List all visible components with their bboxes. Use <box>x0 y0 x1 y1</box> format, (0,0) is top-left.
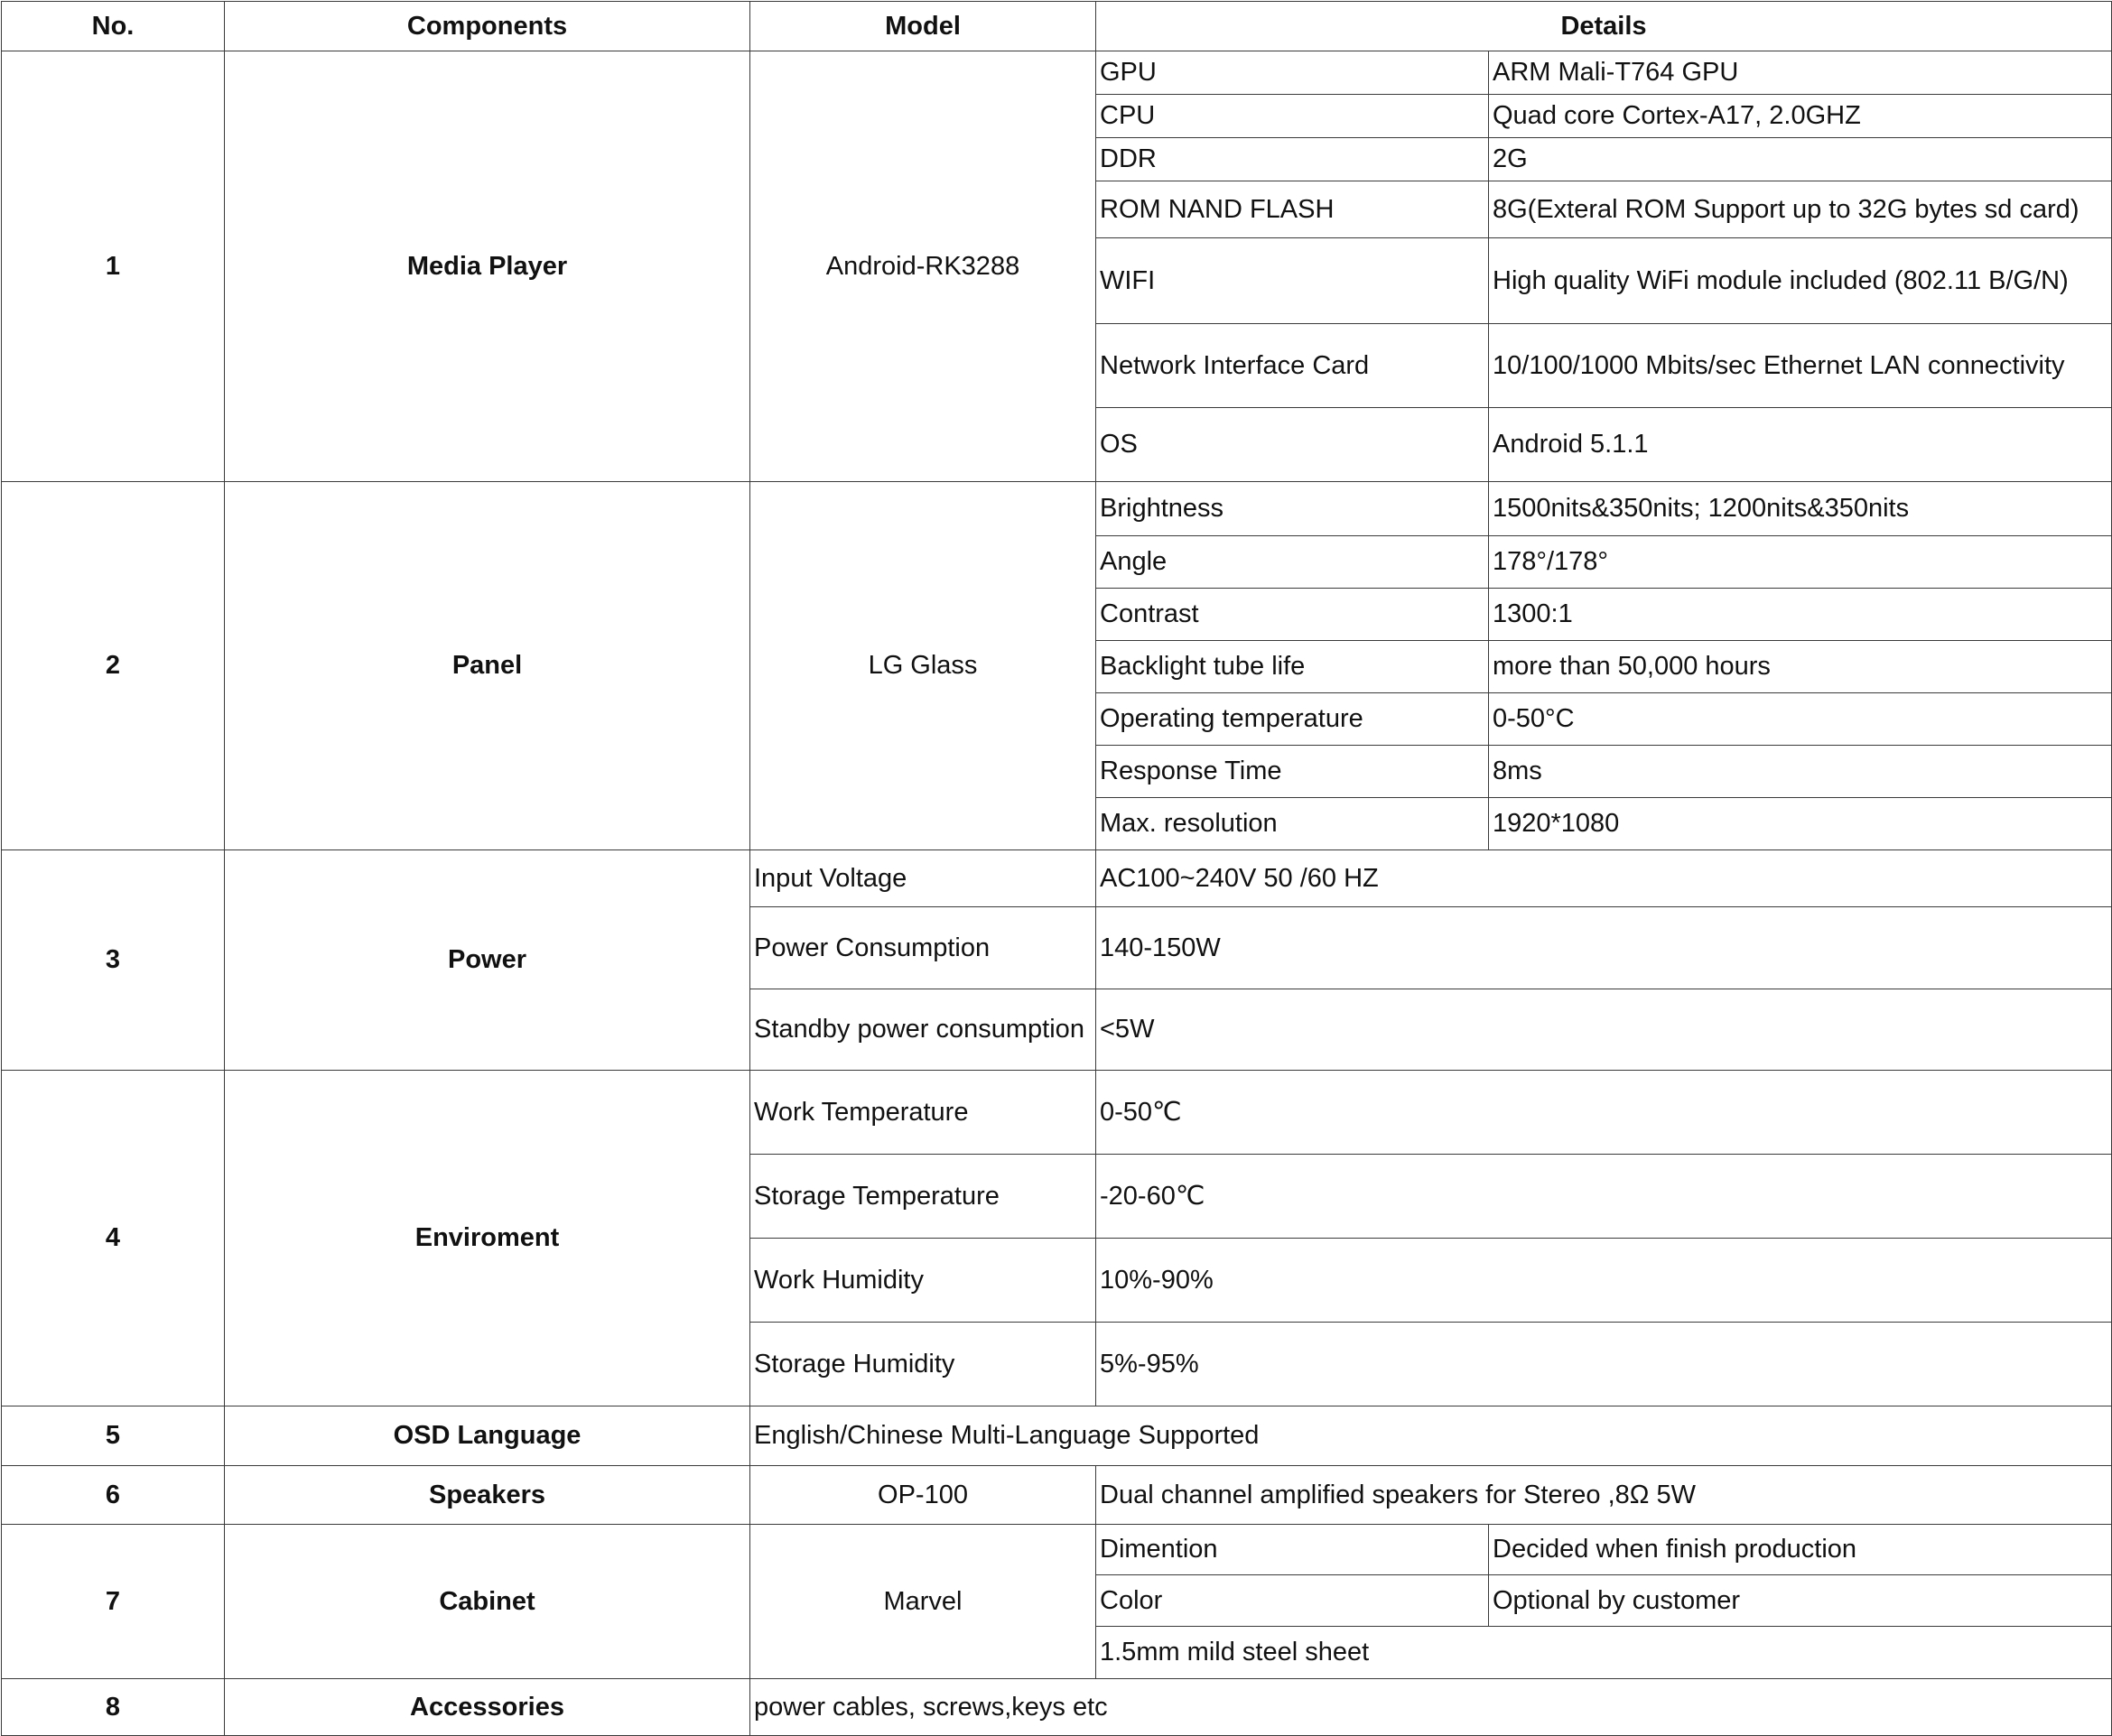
detail-label: Work Humidity <box>750 1239 1096 1323</box>
model-name: Marvel <box>750 1525 1096 1679</box>
detail-value: more than 50,000 hours <box>1489 641 2112 693</box>
detail-value: 5%-95% <box>1096 1323 2112 1406</box>
detail-value: Optional by customer <box>1489 1575 2112 1627</box>
detail-value: 140-150W <box>1096 907 2112 989</box>
detail-label: Brightness <box>1096 482 1489 536</box>
detail-value: AC100~240V 50 /60 HZ <box>1096 850 2112 907</box>
header-row <box>2 2 2112 51</box>
table-row <box>2 1071 2112 1155</box>
detail-value: 0-50℃ <box>1096 1071 2112 1155</box>
row-number: 4 <box>2 1071 225 1406</box>
component-name: Accessories <box>225 1679 750 1736</box>
detail-value: Android 5.1.1 <box>1489 408 2112 482</box>
model-name: Android-RK3288 <box>750 51 1096 482</box>
detail-label: ROM NAND FLASH <box>1096 181 1489 238</box>
model-name: LG Glass <box>750 482 1096 850</box>
component-name: Enviroment <box>225 1071 750 1406</box>
table-row <box>2 1406 2112 1466</box>
detail-value: English/Chinese Multi-Language Supported <box>750 1406 2112 1466</box>
detail-label: Input Voltage <box>750 850 1096 907</box>
table-row <box>2 850 2112 907</box>
component-name: Media Player <box>225 51 750 482</box>
row-number: 6 <box>2 1466 225 1525</box>
detail-label: DDR <box>1096 138 1489 181</box>
detail-label: Backlight tube life <box>1096 641 1489 693</box>
detail-label: Response Time <box>1096 746 1489 798</box>
detail-value: 1920*1080 <box>1489 798 2112 850</box>
detail-value: High quality WiFi module included (802.11 B/G/N) <box>1489 238 2112 324</box>
header-components: Components <box>225 2 750 51</box>
detail-value: Decided when finish production <box>1489 1525 2112 1575</box>
detail-value: 2G <box>1489 138 2112 181</box>
detail-value: 10/100/1000 Mbits/sec Ethernet LAN connectivity <box>1489 324 2112 408</box>
detail-value: 10%-90% <box>1096 1239 2112 1323</box>
detail-label: CPU <box>1096 95 1489 138</box>
table-row <box>2 1525 2112 1575</box>
detail-value: 0-50°C <box>1489 693 2112 746</box>
detail-label: Standby power consumption <box>750 989 1096 1071</box>
detail-value: -20-60℃ <box>1096 1155 2112 1239</box>
row-number: 7 <box>2 1525 225 1679</box>
detail-label: Work Temperature <box>750 1071 1096 1155</box>
detail-value: Quad core Cortex-A17, 2.0GHZ <box>1489 95 2112 138</box>
detail-label: Angle <box>1096 536 1489 589</box>
detail-value: ARM Mali-T764 GPU <box>1489 51 2112 95</box>
detail-value: <5W <box>1096 989 2112 1071</box>
detail-label: GPU <box>1096 51 1489 95</box>
row-number: 8 <box>2 1679 225 1736</box>
component-name: Power <box>225 850 750 1071</box>
spec-table <box>1 1 2112 1736</box>
detail-label: Dimention <box>1096 1525 1489 1575</box>
row-number: 2 <box>2 482 225 850</box>
detail-value: power cables, screws,keys etc <box>750 1679 2112 1736</box>
detail-label: Storage Temperature <box>750 1155 1096 1239</box>
detail-label: Power Consumption <box>750 907 1096 989</box>
detail-label: Storage Humidity <box>750 1323 1096 1406</box>
detail-value: 8ms <box>1489 746 2112 798</box>
detail-label: Max. resolution <box>1096 798 1489 850</box>
detail-label: WIFI <box>1096 238 1489 324</box>
detail-value: 178°/178° <box>1489 536 2112 589</box>
table-row <box>2 1679 2112 1736</box>
header-details: Details <box>1096 2 2112 51</box>
detail-label: Contrast <box>1096 589 1489 641</box>
table-row <box>2 482 2112 536</box>
table-row <box>2 51 2112 95</box>
header-no: No. <box>2 2 225 51</box>
detail-label: OS <box>1096 408 1489 482</box>
detail-value: Dual channel amplified speakers for Stereo ,8Ω 5W <box>1096 1466 2112 1525</box>
detail-value: 1500nits&350nits; 1200nits&350nits <box>1489 482 2112 536</box>
table-row <box>2 1466 2112 1525</box>
detail-note: 1.5mm mild steel sheet <box>1096 1627 2112 1679</box>
header-model: Model <box>750 2 1096 51</box>
model-name: OP-100 <box>750 1466 1096 1525</box>
component-name: Speakers <box>225 1466 750 1525</box>
component-name: Cabinet <box>225 1525 750 1679</box>
detail-value: 8G(Exteral ROM Support up to 32G bytes sd card) <box>1489 181 2112 238</box>
detail-value: 1300:1 <box>1489 589 2112 641</box>
detail-label: Color <box>1096 1575 1489 1627</box>
detail-label: Operating temperature <box>1096 693 1489 746</box>
row-number: 5 <box>2 1406 225 1466</box>
row-number: 3 <box>2 850 225 1071</box>
component-name: OSD Language <box>225 1406 750 1466</box>
row-number: 1 <box>2 51 225 482</box>
component-name: Panel <box>225 482 750 850</box>
detail-label: Network Interface Card <box>1096 324 1489 408</box>
